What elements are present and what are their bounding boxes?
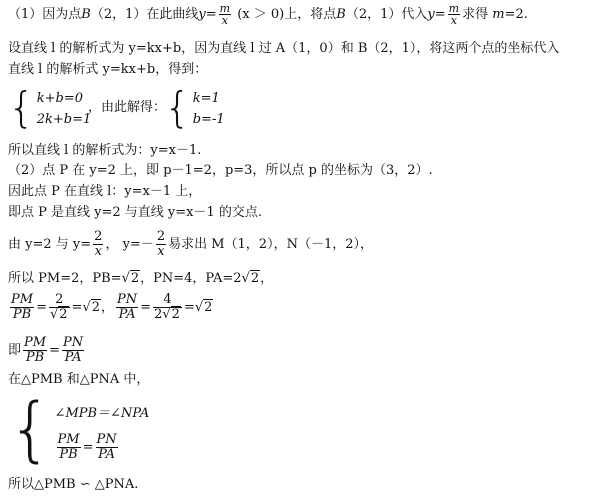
denominator: x <box>221 14 228 27</box>
numerator: PN <box>117 292 138 307</box>
text: ， y=－ <box>105 237 154 252</box>
text: （2，1）在此曲线 <box>90 7 199 22</box>
left-brace: { <box>8 388 53 470</box>
equation-system-2 <box>164 83 225 132</box>
equation-row <box>55 433 150 462</box>
text: 易求出 M（1，2），N（－1，2）， <box>168 237 373 252</box>
equals: = <box>183 300 195 315</box>
radicand: 2 <box>59 307 68 322</box>
numerator: PM <box>57 432 80 447</box>
line-8: 即点 P 是直线 y=2 与直线 y=x－1 的交点. <box>8 205 263 220</box>
text: 即 <box>8 343 22 358</box>
denominator: x <box>450 14 457 27</box>
line-11 <box>8 293 213 322</box>
numerator: PN <box>96 432 117 447</box>
text: 求得 <box>462 7 489 22</box>
denominator: PB <box>25 350 45 365</box>
numerator: PM <box>24 335 47 350</box>
line-9 <box>8 230 373 259</box>
equals: = <box>71 300 83 315</box>
equals: = <box>49 343 60 358</box>
equation-row: k+b=0 <box>36 91 83 106</box>
line-6: （2）点 P 在 y=2 上，即 p－1=2，p=3，所以点 p 的坐标为（3，2）. <box>8 163 433 178</box>
equation-row: 2k+b=1 <box>36 112 92 127</box>
variable: y <box>427 7 435 22</box>
sqrt: √2 <box>241 271 260 286</box>
line-12 <box>8 336 86 365</box>
radicand: 2 <box>171 307 180 322</box>
equation-system-3 <box>8 388 150 470</box>
numerator: 2 <box>49 293 70 308</box>
point-label: B <box>81 7 91 22</box>
line-2: 设直线 l 的解析式为 y=kx+b，因为直线 l 过 A（1，0）和 B（2，1），将这两个点的坐标代入 <box>8 41 560 56</box>
variable: m <box>492 7 505 22</box>
denominator: PB <box>12 307 32 322</box>
line-10 <box>8 271 273 287</box>
denominator: x <box>94 244 102 259</box>
fraction-4-over-2sqrt2 <box>153 293 182 322</box>
equation-row: k=1 <box>192 91 220 106</box>
fraction-m-over-x <box>219 3 231 26</box>
line-5: 所以直线 l 的解析式为：y=x－1. <box>8 143 202 158</box>
left-brace: { <box>164 83 191 132</box>
numerator: 2 <box>156 229 166 244</box>
equals: = <box>434 7 446 22</box>
denominator: x <box>157 244 165 259</box>
text: 所以 PM=2，PB= <box>8 271 122 286</box>
sqrt: √2 <box>49 307 68 322</box>
numerator: 4 <box>153 293 182 308</box>
equation-row: b=-1 <box>192 112 225 127</box>
fraction-pm-pb <box>10 293 34 322</box>
text: ，PN=4，PA=2 <box>140 271 242 286</box>
text: （1）因为点 <box>8 7 82 22</box>
equals: = <box>36 300 47 315</box>
fraction-pm-pb <box>23 336 47 365</box>
sqrt: √2 <box>82 300 101 315</box>
system-rows <box>53 396 150 468</box>
numerator: PN <box>62 335 84 350</box>
radicand: 2 <box>250 271 260 286</box>
text: (x ＞ 0)上，将点 <box>233 7 337 22</box>
part1-intro-line <box>8 3 528 26</box>
radicand: 2 <box>91 300 101 315</box>
fraction-pm-pb <box>57 433 81 462</box>
fraction-2-over-x <box>93 230 103 259</box>
left-brace: { <box>8 83 35 132</box>
coefficient: 2 <box>154 307 163 322</box>
radicand: 2 <box>204 300 213 315</box>
system-rows <box>191 88 225 130</box>
numerator: PM <box>11 292 34 307</box>
equation-system-1 <box>8 83 92 132</box>
fraction-pn-pa <box>62 336 84 365</box>
radicand: 2 <box>130 271 140 286</box>
fraction-2-over-sqrt2 <box>49 293 70 322</box>
point-label: B <box>336 7 346 22</box>
text: （2，1）代入 <box>345 7 428 22</box>
equals: = <box>205 7 217 22</box>
line-15: 所以△PMB ∽ △PNA. <box>8 477 139 492</box>
equals: = <box>140 300 152 315</box>
line-3: 直线 l 的解析式 y=kx+b，得到： <box>8 62 208 77</box>
fraction-pn-pa <box>96 433 118 462</box>
denominator <box>153 308 182 322</box>
sqrt: √2 <box>194 300 213 315</box>
fraction-m-over-x <box>448 3 460 26</box>
system-rows <box>35 88 92 130</box>
equation-row: ∠MPB＝∠NPA <box>54 406 150 421</box>
numerator: m <box>448 2 460 15</box>
text: 由 y=2 与 y= <box>8 237 92 252</box>
equals: = <box>82 440 94 455</box>
variable: y <box>198 7 206 22</box>
solve-text: ，由此解得： <box>88 100 167 115</box>
denominator: PA <box>98 447 116 462</box>
sqrt: √2 <box>121 271 140 286</box>
fraction-2-over-x <box>156 230 166 259</box>
separator: ， <box>101 300 115 315</box>
line-13: 在△PMB 和△PNA 中， <box>8 372 150 387</box>
denominator: PB <box>59 447 78 462</box>
denominator: PA <box>64 350 82 365</box>
numerator: 2 <box>94 229 103 244</box>
line-7: 因此点 P 在直线 l：y=x－1 上， <box>8 184 202 199</box>
sqrt: √2 <box>162 307 180 322</box>
fraction-pn-pa <box>116 293 138 322</box>
denominator: PA <box>118 307 136 322</box>
text: =2. <box>504 7 528 22</box>
numerator: m <box>219 2 231 15</box>
text: ， <box>260 271 274 286</box>
